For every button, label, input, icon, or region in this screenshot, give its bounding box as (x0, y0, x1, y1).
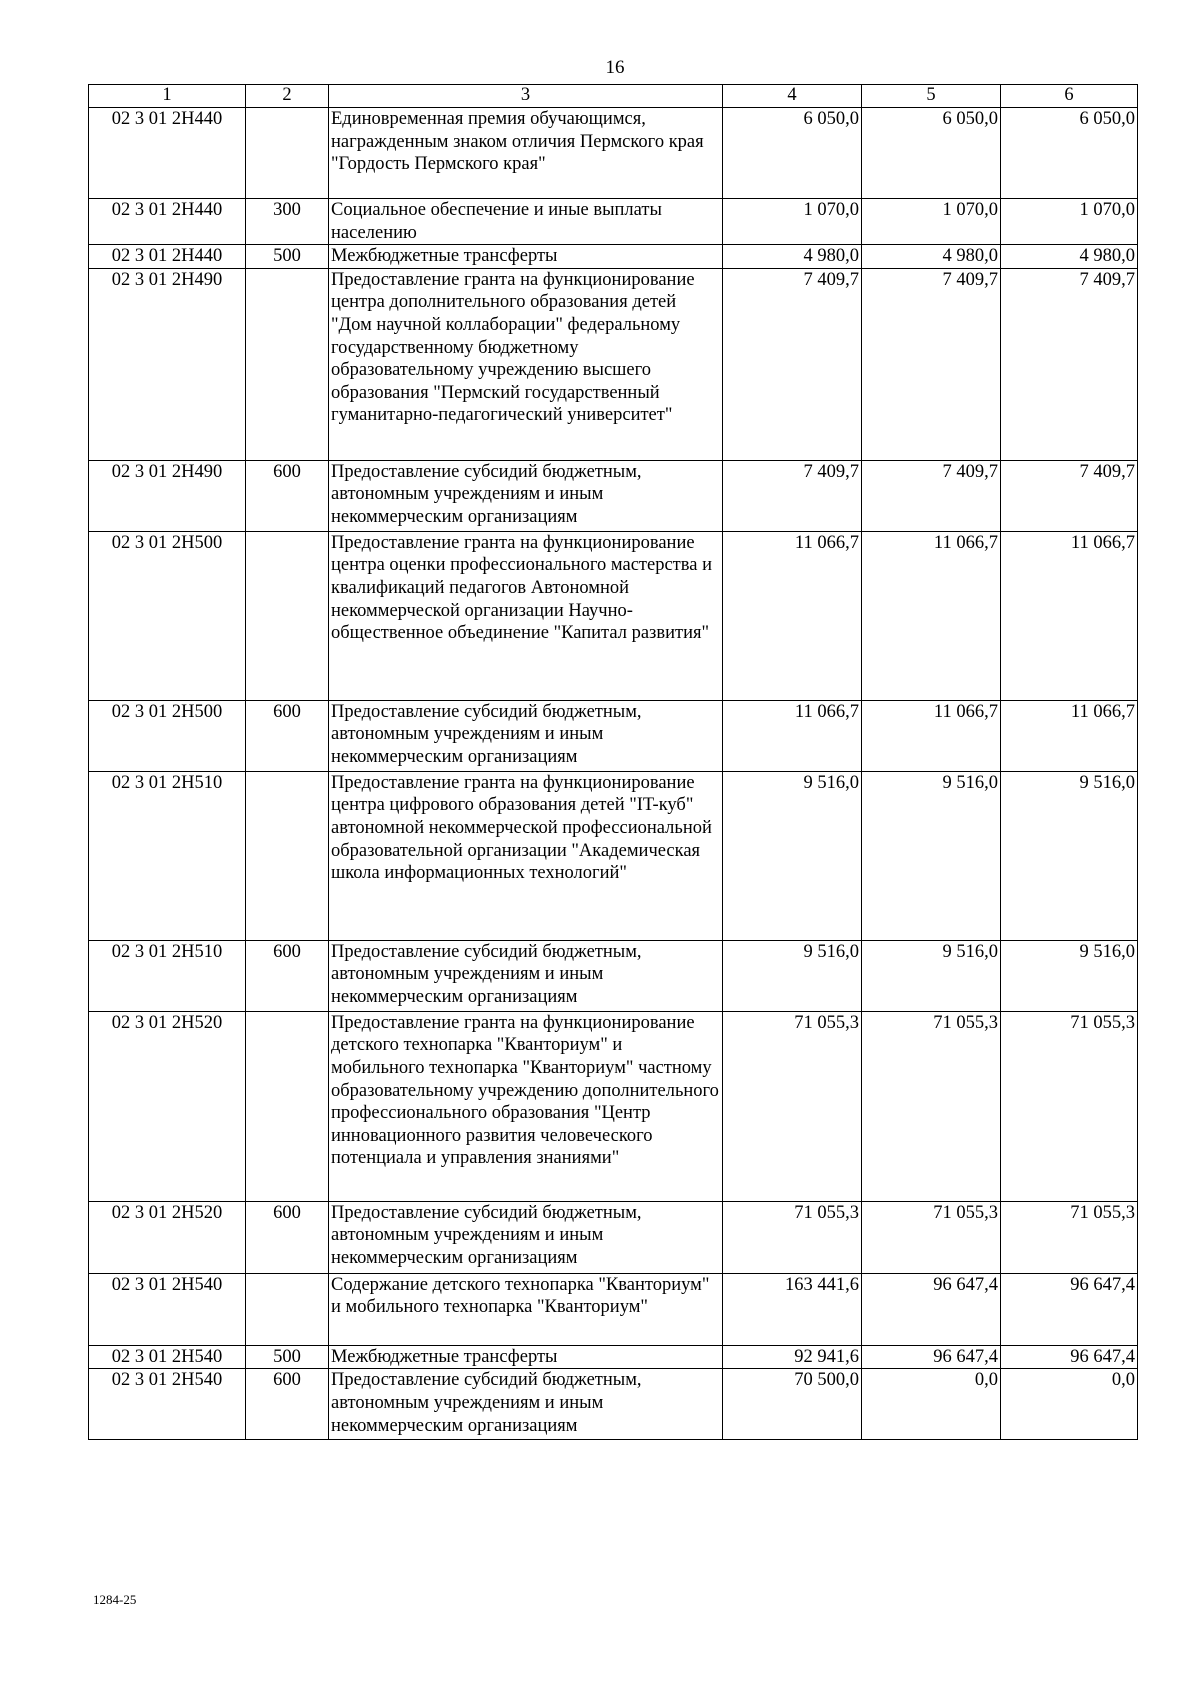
table-row (89, 771, 1138, 940)
row-code: 02 3 01 2Н500 (89, 700, 246, 771)
row-value-col4: 6 050,0 (723, 108, 862, 199)
row-code: 02 3 01 2Н490 (89, 268, 246, 460)
row-code: 02 3 01 2Н510 (89, 940, 246, 1011)
column-header-2: 2 (246, 85, 329, 108)
row-expense-type (246, 531, 329, 700)
row-value-col5: 7 409,7 (862, 460, 1001, 531)
row-value-col6: 1 070,0 (1001, 199, 1138, 245)
table-row (89, 940, 1138, 1011)
row-value-col6: 96 647,4 (1001, 1273, 1138, 1345)
row-name: Межбюджетные трансферты (329, 1345, 723, 1369)
row-code: 02 3 01 2Н510 (89, 771, 246, 940)
row-name: Межбюджетные трансферты (329, 245, 723, 269)
row-value-col6: 71 055,3 (1001, 1201, 1138, 1273)
row-expense-type: 600 (246, 700, 329, 771)
table-row (89, 1369, 1138, 1440)
row-expense-type: 600 (246, 940, 329, 1011)
row-code: 02 3 01 2Н440 (89, 108, 246, 199)
row-name: Предоставление гранта на функционирование центра дополнительного образования детей "Дом научной коллаборации" федеральному государственному бюджетному образовательному учреждению высшего образования "Пермский государственный гуманитарно-педагогический университет" (329, 268, 723, 460)
table-row (89, 531, 1138, 700)
table-row (89, 700, 1138, 771)
row-code: 02 3 01 2Н540 (89, 1273, 246, 1345)
row-value-col4: 92 941,6 (723, 1345, 862, 1369)
row-name: Предоставление субсидий бюджетным, автономным учреждениям и иным некоммерческим организациям (329, 1201, 723, 1273)
column-header-3: 3 (329, 85, 723, 108)
table-row (89, 199, 1138, 245)
row-name: Содержание детского технопарка "Кванториум" и мобильного технопарка "Кванториум" (329, 1273, 723, 1345)
row-expense-type: 300 (246, 199, 329, 245)
row-expense-type (246, 268, 329, 460)
row-expense-type (246, 108, 329, 199)
row-name: Предоставление субсидий бюджетным, автономным учреждениям и иным некоммерческим организациям (329, 700, 723, 771)
row-value-col5: 71 055,3 (862, 1011, 1001, 1201)
row-name: Предоставление субсидий бюджетным, автономным учреждениям и иным некоммерческим организациям (329, 940, 723, 1011)
row-name: Предоставление гранта на функционирование детского технопарка "Кванториум" и мобильного технопарка "Кванториум" частному образовательному учреждению дополнительного профессионального образования "Центр инновационного развития человеческого потенциала и управления знаниями" (329, 1011, 723, 1201)
row-value-col6: 6 050,0 (1001, 108, 1138, 199)
row-name: Социальное обеспечение и иные выплаты населению (329, 199, 723, 245)
column-header-5: 5 (862, 85, 1001, 108)
row-expense-type: 600 (246, 1369, 329, 1440)
row-value-col4: 7 409,7 (723, 460, 862, 531)
row-code: 02 3 01 2Н490 (89, 460, 246, 531)
row-value-col6: 9 516,0 (1001, 940, 1138, 1011)
row-expense-type (246, 771, 329, 940)
row-value-col4: 11 066,7 (723, 700, 862, 771)
row-name: Предоставление субсидий бюджетным, автономным учреждениям и иным некоммерческим организациям (329, 1369, 723, 1440)
row-value-col6: 96 647,4 (1001, 1345, 1138, 1369)
row-value-col4: 70 500,0 (723, 1369, 862, 1440)
table-row (89, 1011, 1138, 1201)
row-value-col4: 9 516,0 (723, 771, 862, 940)
table-row (89, 1273, 1138, 1345)
row-name: Предоставление субсидий бюджетным, автономным учреждениям и иным некоммерческим организациям (329, 460, 723, 531)
row-code: 02 3 01 2Н520 (89, 1201, 246, 1273)
row-value-col4: 4 980,0 (723, 245, 862, 269)
table-row (89, 1345, 1138, 1369)
row-code: 02 3 01 2Н440 (89, 199, 246, 245)
row-value-col5: 11 066,7 (862, 531, 1001, 700)
row-value-col4: 71 055,3 (723, 1011, 862, 1201)
row-value-col5: 71 055,3 (862, 1201, 1001, 1273)
row-value-col4: 71 055,3 (723, 1201, 862, 1273)
row-value-col5: 7 409,7 (862, 268, 1001, 460)
table-header-row (89, 85, 1138, 108)
row-expense-type (246, 1011, 329, 1201)
table-row (89, 245, 1138, 269)
row-code: 02 3 01 2Н540 (89, 1345, 246, 1369)
row-value-col6: 11 066,7 (1001, 531, 1138, 700)
row-expense-type: 600 (246, 1201, 329, 1273)
page-number: 16 (605, 57, 625, 78)
row-value-col6: 7 409,7 (1001, 268, 1138, 460)
table-row (89, 108, 1138, 199)
row-expense-type (246, 1273, 329, 1345)
row-value-col5: 6 050,0 (862, 108, 1001, 199)
table-row (89, 1201, 1138, 1273)
row-code: 02 3 01 2Н440 (89, 245, 246, 269)
budget-table (88, 84, 1138, 1440)
row-value-col6: 9 516,0 (1001, 771, 1138, 940)
row-value-col5: 9 516,0 (862, 940, 1001, 1011)
row-value-col5: 0,0 (862, 1369, 1001, 1440)
table-row (89, 460, 1138, 531)
row-name: Предоставление гранта на функционирование центра оценки профессионального мастерства и квалификаций педагогов Автономной некоммерческой организации Научно-общественное объединение "Капитал развития" (329, 531, 723, 700)
row-value-col4: 1 070,0 (723, 199, 862, 245)
row-value-col4: 7 409,7 (723, 268, 862, 460)
row-value-col5: 1 070,0 (862, 199, 1001, 245)
table-row (89, 268, 1138, 460)
row-expense-type: 600 (246, 460, 329, 531)
column-header-4: 4 (723, 85, 862, 108)
row-value-col6: 11 066,7 (1001, 700, 1138, 771)
row-expense-type: 500 (246, 1345, 329, 1369)
row-value-col6: 7 409,7 (1001, 460, 1138, 531)
row-value-col5: 11 066,7 (862, 700, 1001, 771)
row-value-col4: 11 066,7 (723, 531, 862, 700)
row-value-col4: 9 516,0 (723, 940, 862, 1011)
row-value-col6: 0,0 (1001, 1369, 1138, 1440)
column-header-6: 6 (1001, 85, 1138, 108)
row-value-col5: 96 647,4 (862, 1273, 1001, 1345)
row-value-col6: 4 980,0 (1001, 245, 1138, 269)
row-value-col5: 4 980,0 (862, 245, 1001, 269)
column-header-1: 1 (89, 85, 246, 108)
row-value-col5: 96 647,4 (862, 1345, 1001, 1369)
row-code: 02 3 01 2Н500 (89, 531, 246, 700)
row-code: 02 3 01 2Н520 (89, 1011, 246, 1201)
row-name: Предоставление гранта на функционирование центра цифрового образования детей "IT-куб" автономной некоммерческой профессиональной образовательной организации "Академическая школа информационных технологий" (329, 771, 723, 940)
row-value-col6: 71 055,3 (1001, 1011, 1138, 1201)
row-value-col4: 163 441,6 (723, 1273, 862, 1345)
row-expense-type: 500 (246, 245, 329, 269)
row-name: Единовременная премия обучающимся, награжденным знаком отличия Пермского края "Гордость Пермского края" (329, 108, 723, 199)
row-code: 02 3 01 2Н540 (89, 1369, 246, 1440)
row-value-col5: 9 516,0 (862, 771, 1001, 940)
document-registration-code: 1284-25 (93, 1592, 137, 1607)
